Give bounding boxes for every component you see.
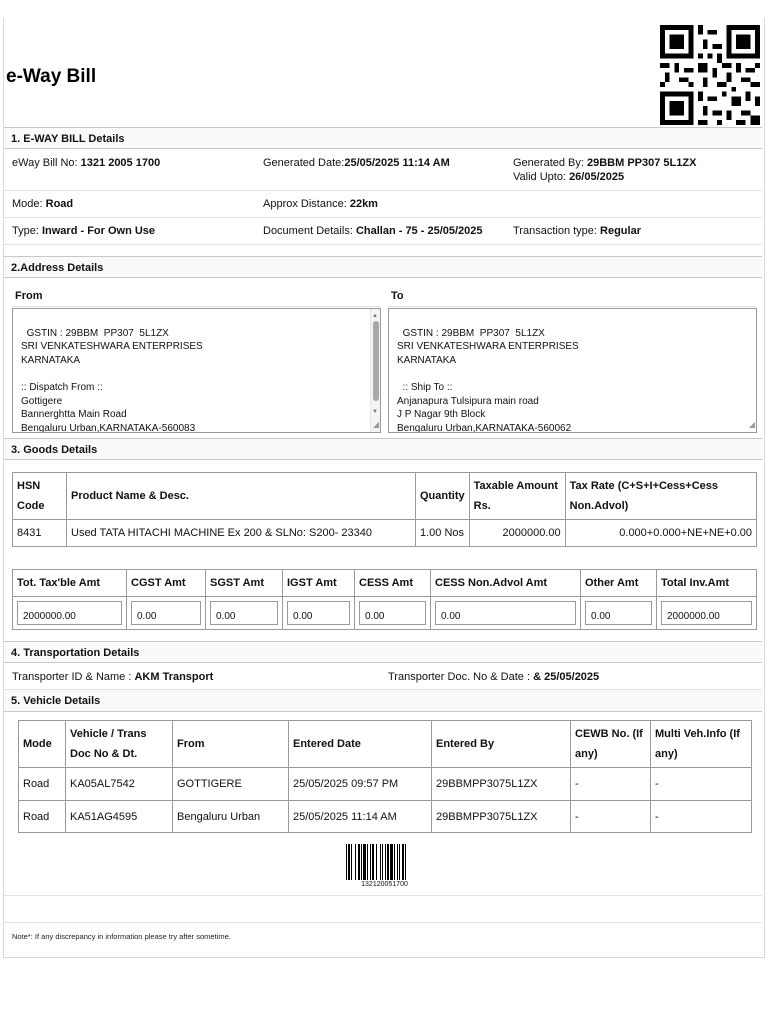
- table-row: [19, 768, 752, 801]
- total-invoice-field[interactable]: 2000000.00: [661, 601, 752, 625]
- vehicle-entered-by: 29BBMPP3075L1ZX: [432, 768, 571, 801]
- goods-taxable: 2000000.00: [469, 520, 565, 547]
- generated-by: Generated By: 29BBM PP307 5L1ZX Valid Upto: 26/05/2025: [513, 157, 697, 183]
- vehicle-multi: -: [651, 768, 752, 801]
- cess-amount-field[interactable]: 0.00: [359, 601, 426, 625]
- goods-col-hsn: HSN Code: [13, 473, 67, 520]
- vehicle-table: [18, 720, 752, 833]
- totals-cell: [657, 597, 757, 630]
- totals-cell: [13, 597, 127, 630]
- vehicle-cewb: -: [571, 801, 651, 833]
- vehicle-col-entered-date: Entered Date: [289, 721, 432, 768]
- vehicle-header-row: [19, 721, 752, 768]
- transport-mode: Mode: Road: [12, 198, 74, 210]
- scroll-up-icon[interactable]: ▲: [372, 313, 378, 319]
- vehicle-col-mode: Mode: [19, 721, 66, 768]
- barcode-number: 132120051700: [361, 881, 408, 888]
- resize-handle-icon[interactable]: ◢: [748, 420, 755, 430]
- cess-nonadvol-field[interactable]: 0.00: [435, 601, 576, 625]
- from-address-textarea[interactable]: [12, 308, 381, 433]
- total-taxable-field[interactable]: 2000000.00: [17, 601, 122, 625]
- generated-date: Generated Date:25/05/2025 11:14 AM: [263, 157, 450, 169]
- transport-row: [4, 664, 762, 690]
- section-vehicle-header: 5. Vehicle Details: [4, 690, 762, 712]
- vehicle-number: KA05AL7542: [66, 768, 173, 801]
- goods-row: [13, 520, 757, 547]
- barcode: [346, 844, 423, 880]
- section-transport-header: 4. Transportation Details: [4, 641, 762, 663]
- section-ewb-details-header: 1. E-WAY BILL Details: [4, 127, 762, 149]
- other-amount-field[interactable]: 0.00: [585, 601, 652, 625]
- goods-header-row: [13, 473, 757, 520]
- transporter-id: Transporter ID & Name : AKM Transport: [12, 671, 214, 683]
- vehicle-entered-by: 29BBMPP3075L1ZX: [432, 801, 571, 833]
- from-address-scrollbar[interactable]: [370, 309, 380, 432]
- vehicle-cewb: -: [571, 768, 651, 801]
- vehicle-col-number: Vehicle / Trans Doc No & Dt.: [66, 721, 173, 768]
- from-label: From: [12, 284, 380, 307]
- supply-type: Type: Inward - For Own Use: [12, 225, 156, 237]
- vehicle-col-cewb: CEWB No. (If any): [571, 721, 651, 768]
- section-goods-header: 3. Goods Details: [4, 438, 762, 460]
- goods-col-tax-rate: Tax Rate (C+S+I+Cess+Cess Non.Advol): [565, 473, 756, 520]
- totals-row: [13, 597, 757, 630]
- totals-header-row: [13, 570, 757, 597]
- discrepancy-note: Note*: If any discrepancy in information please try after sometime.: [12, 932, 231, 941]
- vehicle-entered-date: 25/05/2025 09:57 PM: [289, 768, 432, 801]
- totals-col-other: Other Amt: [581, 570, 657, 597]
- goods-hsn: 8431: [13, 520, 67, 547]
- table-row: [19, 801, 752, 833]
- to-address-textarea[interactable]: [388, 308, 757, 433]
- totals-cell: [431, 597, 581, 630]
- transporter-doc: Transporter Doc. No & Date : & 25/05/2025: [388, 671, 600, 683]
- totals-cell: [127, 597, 206, 630]
- goods-quantity: 1.00 Nos: [416, 520, 470, 547]
- to-label: To: [388, 284, 756, 307]
- totals-col-sgst: SGST Amt: [206, 570, 283, 597]
- ewb-row-2: [4, 191, 762, 218]
- scroll-thumb[interactable]: [373, 321, 379, 401]
- cgst-amount-field[interactable]: 0.00: [131, 601, 201, 625]
- totals-col-cgst: CGST Amt: [127, 570, 206, 597]
- vehicle-multi: -: [651, 801, 752, 833]
- ewb-row-1: [4, 150, 762, 191]
- goods-tax-rate: 0.000+0.000+NE+NE+0.00: [565, 520, 756, 547]
- ewb-number: eWay Bill No: 1321 2005 1700: [12, 157, 161, 169]
- goods-col-quantity: Quantity: [416, 473, 470, 520]
- totals-col-total: Total Inv.Amt: [657, 570, 757, 597]
- totals-cell: [206, 597, 283, 630]
- from-address-text: GSTIN : 29BBM PP307 5L1ZX SRI VENKATESHWARA ENTERPRISES KARNATAKA :: Dispatch From :: Gottigere Bannerghtta Main Road Bengaluru Urban,KARNATAKA-560083: [21, 327, 203, 433]
- totals-col-cess: CESS Amt: [355, 570, 431, 597]
- totals-col-cess-nonadvol: CESS Non.Advol Amt: [431, 570, 581, 597]
- goods-table: [12, 472, 757, 547]
- totals-cell: [355, 597, 431, 630]
- totals-col-igst: IGST Amt: [283, 570, 355, 597]
- igst-amount-field[interactable]: 0.00: [287, 601, 350, 625]
- vehicle-col-multi: Multi Veh.Info (If any): [651, 721, 752, 768]
- goods-col-taxable: Taxable Amount Rs.: [469, 473, 565, 520]
- section-address-header: 2.Address Details: [4, 256, 762, 278]
- ewb-row-3: [4, 218, 762, 245]
- qr-code: [657, 25, 763, 125]
- page-title: e-Way Bill: [6, 66, 97, 87]
- goods-product: Used TATA HITACHI MACHINE Ex 200 & SLNo: S200- 23340: [67, 520, 416, 547]
- vehicle-mode: Road: [19, 801, 66, 833]
- totals-cell: [581, 597, 657, 630]
- goods-col-product: Product Name & Desc.: [67, 473, 416, 520]
- totals-col-taxable: Tot. Tax'ble Amt: [13, 570, 127, 597]
- vehicle-from: GOTTIGERE: [173, 768, 289, 801]
- transaction-type: Transaction type: Regular: [513, 225, 641, 237]
- totals-table: [12, 569, 757, 630]
- scroll-down-icon[interactable]: ▼: [372, 409, 378, 416]
- vehicle-from: Bengaluru Urban: [173, 801, 289, 833]
- vehicle-col-entered-by: Entered By: [432, 721, 571, 768]
- totals-cell: [283, 597, 355, 630]
- document-details: Document Details: Challan - 75 - 25/05/2025: [263, 225, 483, 237]
- vehicle-number: KA51AG4595: [66, 801, 173, 833]
- approx-distance: Approx Distance: 22km: [263, 198, 378, 210]
- sgst-amount-field[interactable]: 0.00: [210, 601, 278, 625]
- to-address-text: GSTIN : 29BBM PP307 5L1ZX SRI VENKATESHWARA ENTERPRISES KARNATAKA :: Ship To :: Anjanapura Tulsipura main road J P Nagar 9th Block Bengaluru Urban,KARNATAKA-560062: [397, 327, 579, 433]
- resize-handle-icon[interactable]: ◢: [372, 420, 379, 430]
- divider: [4, 895, 762, 896]
- divider: [4, 922, 762, 923]
- vehicle-mode: Road: [19, 768, 66, 801]
- vehicle-col-from: From: [173, 721, 289, 768]
- vehicle-entered-date: 25/05/2025 11:14 AM: [289, 801, 432, 833]
